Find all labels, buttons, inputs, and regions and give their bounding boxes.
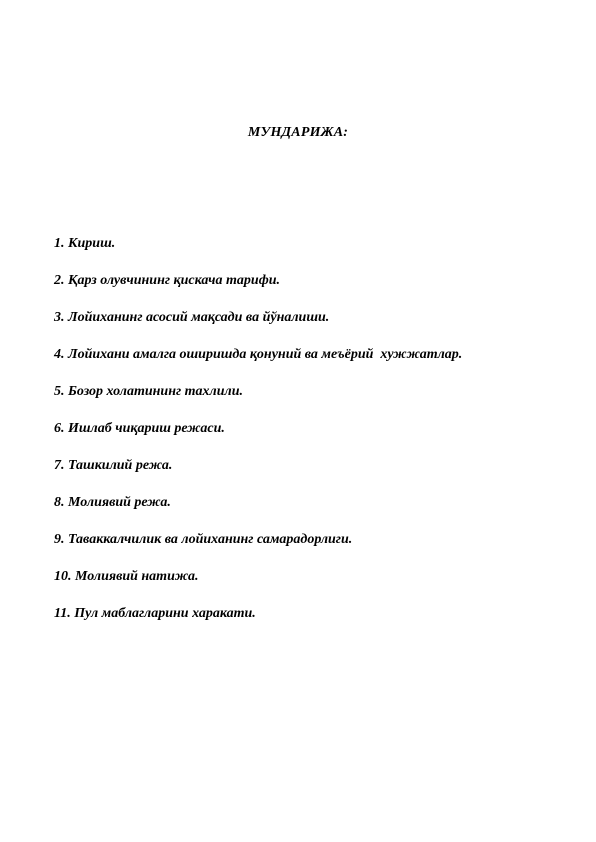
toc-item-7: 7. Ташкилий режа. (54, 458, 173, 473)
toc-item-10: 10. Молиявий натижа. (54, 569, 199, 584)
toc-item-8: 8. Молиявий режа. (54, 495, 171, 510)
toc-item-5: 5. Бозор холатининг тахлили. (54, 384, 243, 399)
contents-title: МУНДАРИЖА: (247, 125, 349, 140)
toc-item-2: 2. Қарз олувчининг қискача тарифи. (54, 273, 281, 288)
toc-item-11: 11. Пул маблагларини харакати. (54, 606, 256, 621)
toc-item-9: 9. Таваккалчилик ва лойиханинг самарадорлиги. (54, 532, 353, 547)
table-of-contents (54, 235, 574, 642)
toc-item-3: 3. Лойиханинг асосий мақсади ва йўналиши. (54, 310, 330, 325)
toc-item-6: 6. Ишлаб чиқариш режаси. (54, 421, 225, 436)
toc-item-4: 4. Лойихани амалга оширишда қонуний ва меъёрий хужжатлар. (54, 347, 463, 362)
toc-item-1: 1. Кириш. (54, 236, 116, 251)
